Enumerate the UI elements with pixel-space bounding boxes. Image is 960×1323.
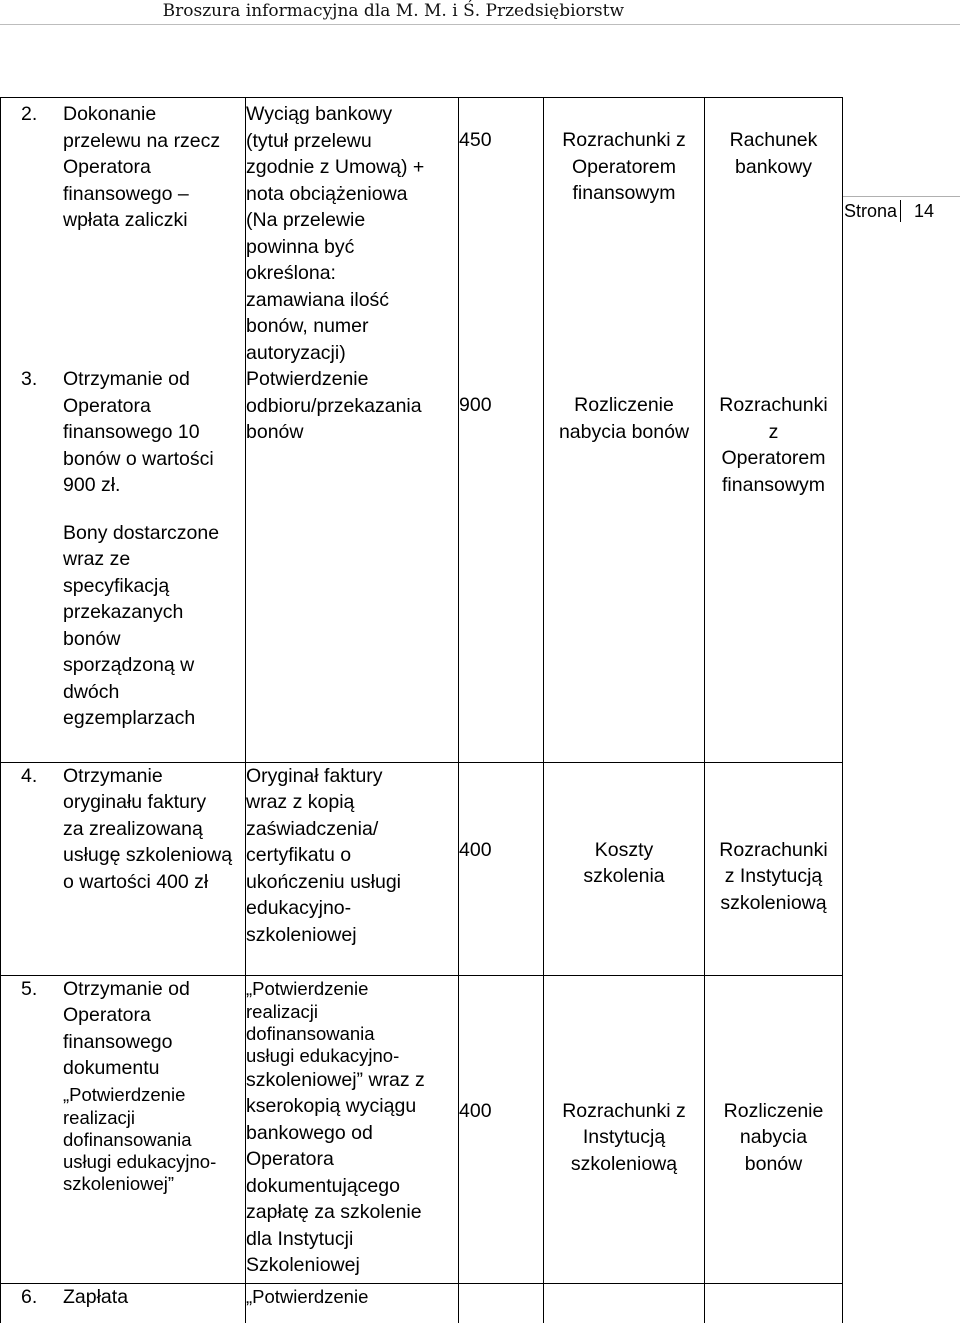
row-number: 4. bbox=[21, 764, 38, 787]
description-line bbox=[63, 499, 245, 520]
document-line: zapłatę za szkolenie bbox=[246, 1201, 422, 1223]
document-line: dofinansowania bbox=[246, 1022, 375, 1044]
debit-line: szkoleniową bbox=[570, 1152, 678, 1175]
debit-line: nabycia bonów bbox=[558, 420, 690, 443]
amount-cell bbox=[459, 975, 544, 1283]
amount-cell bbox=[459, 762, 544, 975]
table-row bbox=[1, 975, 843, 1283]
document-line: wraz z kopią bbox=[246, 791, 355, 813]
document-line: bonów bbox=[246, 421, 304, 443]
document-line: kserokopią wyciągu bbox=[246, 1095, 417, 1117]
table-row bbox=[1, 98, 843, 367]
credit-account-cell bbox=[705, 1283, 843, 1323]
table-row bbox=[1, 366, 843, 762]
credit-line: bankowy bbox=[735, 155, 812, 178]
credit-line: bonów bbox=[744, 1152, 803, 1175]
credit-account-cell bbox=[705, 98, 843, 367]
description-line: egzemplarzach bbox=[63, 707, 196, 729]
page-label-separator bbox=[900, 200, 901, 222]
document-line: edukacyjno- bbox=[246, 897, 352, 919]
table-row bbox=[1, 1283, 843, 1323]
document-line: Potwierdzenie bbox=[246, 368, 369, 390]
debit-account-cell bbox=[544, 975, 705, 1283]
table-row bbox=[1, 762, 843, 975]
document-line: bonów, numer bbox=[246, 315, 369, 337]
description-line: usługę szkoleniową bbox=[63, 844, 233, 866]
debit-account-cell bbox=[544, 98, 705, 367]
document-line: ukończeniu usługi bbox=[246, 870, 402, 893]
document-line: nota obciążeniowa bbox=[246, 182, 408, 205]
description-line: za zrealizowaną bbox=[63, 817, 203, 840]
document-line: Szkoleniowej bbox=[246, 1254, 360, 1276]
description-line: finansowego 10 bbox=[63, 421, 200, 443]
amount-value: 900 bbox=[459, 394, 492, 416]
description-line: specyfikacją bbox=[63, 574, 170, 597]
document-line: bankowego od bbox=[246, 1121, 373, 1144]
description-line: dwóch bbox=[63, 680, 120, 703]
document-cell bbox=[246, 975, 459, 1283]
document-line: szkoleniowej bbox=[246, 923, 357, 946]
debit-line: szkolenia bbox=[583, 865, 665, 887]
description-line: bonów o wartości bbox=[63, 447, 214, 470]
credit-account-cell bbox=[705, 366, 843, 762]
document-line: Wyciąg bankowy bbox=[246, 103, 393, 125]
amount-value: 400 bbox=[459, 838, 492, 861]
document-line: „Potwierdzenie bbox=[246, 977, 369, 999]
debit-line: Koszty bbox=[594, 838, 654, 861]
document-line: powinna być bbox=[246, 235, 355, 258]
credit-line: nabycia bbox=[739, 1126, 808, 1148]
credit-line: Rozrachunki bbox=[719, 394, 828, 416]
credit-account-cell bbox=[705, 762, 843, 975]
amount-cell bbox=[459, 366, 544, 762]
description-line: Operatora bbox=[63, 156, 151, 178]
document-line: Oryginał faktury bbox=[246, 764, 383, 787]
credit-line: Operatorem bbox=[721, 447, 826, 469]
debit-line: Rozrachunki z bbox=[562, 129, 686, 151]
debit-account-cell bbox=[544, 762, 705, 975]
description-cell bbox=[1, 975, 246, 1283]
document-cell bbox=[246, 98, 459, 367]
description-line: bonów bbox=[63, 627, 121, 650]
row-number: 3. bbox=[21, 368, 38, 390]
description-cell bbox=[1, 98, 246, 367]
row-number: 2. bbox=[21, 103, 38, 125]
description-line: Otrzymanie od bbox=[63, 368, 190, 390]
credit-account-cell bbox=[705, 975, 843, 1283]
document-cell bbox=[246, 366, 459, 762]
document-line: certyfikatu o bbox=[246, 844, 352, 866]
debit-line: Operatorem bbox=[571, 155, 677, 178]
debit-line: Rozrachunki z bbox=[562, 1099, 686, 1122]
description-line: wpłata zaliczki bbox=[63, 209, 188, 231]
description-line: oryginału faktury bbox=[63, 791, 207, 813]
document-line: dokumentującego bbox=[246, 1174, 400, 1197]
description-line: Zapłata bbox=[63, 1285, 129, 1308]
debit-account-cell bbox=[544, 1283, 705, 1323]
document-cell bbox=[246, 762, 459, 975]
page-label-divider bbox=[842, 196, 960, 197]
description-line: finansowego bbox=[63, 1030, 173, 1053]
accounting-table bbox=[0, 97, 843, 1323]
credit-line: Rozliczenie bbox=[723, 1099, 824, 1122]
description-line: przelewu na rzecz bbox=[63, 129, 221, 152]
credit-line: finansowym bbox=[722, 473, 825, 496]
description-line: Otrzymanie bbox=[63, 764, 163, 787]
page-number-label bbox=[842, 198, 960, 224]
debit-line: Instytucją bbox=[582, 1126, 666, 1148]
document-line: (tytuł przelewu bbox=[246, 129, 372, 152]
document-line: zaświadczenia/ bbox=[246, 817, 379, 840]
document-line: zamawiana ilość bbox=[246, 288, 390, 311]
credit-line: Rachunek bbox=[729, 129, 818, 151]
row-number: 6. bbox=[21, 1285, 38, 1308]
credit-line: Rozrachunki bbox=[719, 838, 828, 861]
document-line: autoryzacji) bbox=[246, 341, 346, 364]
description-line: Dokonanie bbox=[63, 103, 157, 125]
document-line: realizacji bbox=[246, 1000, 318, 1022]
description-line: „Potwierdzenie bbox=[63, 1083, 186, 1105]
description-line: Bony dostarczone bbox=[63, 521, 220, 544]
description-cell bbox=[1, 1283, 246, 1323]
description-line: 900 zł. bbox=[63, 474, 121, 496]
description-cell bbox=[1, 366, 246, 762]
document-line: „Potwierdzenie bbox=[246, 1285, 369, 1307]
document-line: odbioru/przekazania bbox=[246, 394, 422, 417]
description-line: finansowego – bbox=[63, 182, 189, 205]
header-divider bbox=[0, 24, 960, 25]
amount-cell bbox=[459, 98, 544, 367]
amount-value: 400 bbox=[459, 1099, 492, 1122]
credit-line: szkoleniową bbox=[720, 891, 827, 914]
credit-line: z Instytucją bbox=[724, 865, 823, 887]
document-line: usługi edukacyjno- bbox=[246, 1044, 400, 1066]
description-line: Otrzymanie od bbox=[63, 977, 190, 1000]
description-line: Operatora bbox=[63, 1004, 151, 1026]
amount-value: 450 bbox=[459, 129, 492, 151]
debit-line: finansowym bbox=[572, 182, 676, 204]
debit-account-cell bbox=[544, 366, 705, 762]
document-line: zgodnie z Umową) + bbox=[246, 156, 425, 178]
description-line: Operatora bbox=[63, 394, 151, 417]
amount-cell bbox=[459, 1283, 544, 1323]
description-line: o wartości 400 zł bbox=[63, 870, 209, 893]
description-line: usługi edukacyjno- bbox=[63, 1150, 217, 1172]
description-line: sporządzoną w bbox=[63, 654, 195, 676]
row-number: 5. bbox=[21, 977, 38, 1000]
page-label-word: Strona bbox=[844, 201, 898, 221]
document-line: szkoleniowej” wraz z bbox=[246, 1068, 425, 1091]
description-cell bbox=[1, 762, 246, 975]
description-line: realizacji bbox=[63, 1106, 135, 1128]
description-line: dokumentu bbox=[63, 1057, 160, 1079]
document-line: określona: bbox=[246, 262, 336, 284]
description-line: dofinansowania bbox=[63, 1128, 192, 1150]
credit-line: z bbox=[768, 420, 779, 443]
description-line: przekazanych bbox=[63, 601, 184, 623]
description-line: wraz ze bbox=[63, 548, 131, 570]
document-line: Operatora bbox=[246, 1148, 334, 1170]
debit-line: Rozliczenie bbox=[574, 394, 674, 416]
description-line: szkoleniowej” bbox=[63, 1172, 175, 1194]
document-cell bbox=[246, 1283, 459, 1323]
document-line: (Na przelewie bbox=[246, 209, 366, 231]
document-line: dla Instytucji bbox=[246, 1227, 354, 1250]
document-header-title: Broszura informacyjna dla M. M. i Ś. Przedsiębiorstw bbox=[162, 1, 624, 21]
page-number: 14 bbox=[914, 201, 935, 221]
